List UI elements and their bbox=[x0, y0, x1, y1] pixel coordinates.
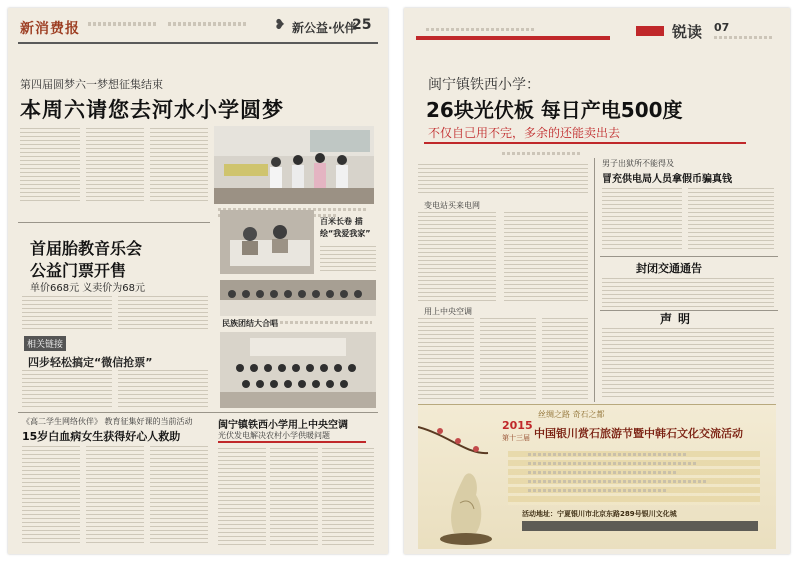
drawing-caption: 百米长卷 描绘“我爱我家” bbox=[320, 217, 371, 238]
chorus-photo bbox=[220, 280, 376, 316]
section-badge bbox=[636, 26, 664, 36]
school-subline: 光伏发电解决农村小学供暖问题 bbox=[218, 431, 330, 440]
ad-banner bbox=[418, 404, 776, 549]
concert-subline: 单价668元 义卖价为68元 bbox=[30, 283, 145, 294]
fraud-kicker: 男子出狱所不能得及 bbox=[602, 159, 674, 168]
section-title: 锐读 bbox=[672, 23, 703, 41]
ad-small-title: 丝绸之路 奇石之都 bbox=[538, 410, 605, 419]
ad-edition: 第十三届 bbox=[502, 434, 530, 442]
sub-heading-2: 用上中央空调 bbox=[424, 307, 472, 316]
concert-headline-2: 公益门票开售 bbox=[30, 261, 127, 280]
wechat-tips-title: 四步轻松搞定“微信抢票” bbox=[28, 356, 153, 369]
main-headline: 26块光伏板 每日产电500度 bbox=[426, 98, 683, 122]
lead-kicker: 第四届圆梦六一梦想征集结束 bbox=[20, 78, 163, 91]
left-newspaper-page bbox=[8, 8, 388, 554]
section-title: 新公益·伙伴 bbox=[292, 21, 357, 35]
traffic-notice-title: 封闭交通通告 bbox=[636, 262, 702, 275]
sub-heading-1: 变电站买来电网 bbox=[424, 201, 480, 210]
statement-title: 声明 bbox=[660, 312, 697, 326]
main-subline: 不仅自己用不完，多余的还能卖出去 bbox=[428, 126, 621, 140]
related-link-tag: 相关链接 bbox=[24, 336, 66, 351]
school-photo bbox=[220, 332, 376, 408]
ad-contact-bar bbox=[522, 521, 758, 531]
concert-headline-1: 首届胎教音乐会 bbox=[30, 239, 143, 258]
kids-drawing-photo bbox=[220, 210, 314, 274]
page-number: 25 bbox=[352, 17, 372, 33]
masthead: 新消费报 bbox=[20, 21, 80, 37]
ad-headline: 中国银川赏石旅游节暨中韩石文化交流活动 bbox=[534, 427, 743, 440]
page-number: 07 bbox=[714, 21, 730, 34]
main-kicker: 闽宁镇铁西小学： bbox=[428, 77, 540, 93]
school-headline: 闽宁镇铁西小学用上中央空调 bbox=[218, 420, 348, 431]
blood-kicker: 《高二学生网络伙伴》 教育征集好课的当前活动 bbox=[22, 417, 193, 426]
lead-photo bbox=[214, 126, 374, 204]
stone-sculpture-image bbox=[436, 463, 496, 547]
blood-headline: 15岁白血病女生获得好心人救助 bbox=[22, 430, 181, 443]
fraud-headline: 冒充供电局人员拿假币骗真钱 bbox=[602, 174, 732, 185]
chorus-caption: 民族团结大合唱 bbox=[222, 319, 278, 328]
right-newspaper-page bbox=[404, 8, 790, 554]
heart-icon: ❥ bbox=[274, 17, 286, 33]
ad-venue: 活动地址：宁夏银川市北京东路289号银川文化城 bbox=[522, 510, 677, 518]
ad-year: 2015 bbox=[502, 419, 533, 432]
lead-headline: 本周六请您去河水小学圆梦 bbox=[20, 98, 284, 122]
